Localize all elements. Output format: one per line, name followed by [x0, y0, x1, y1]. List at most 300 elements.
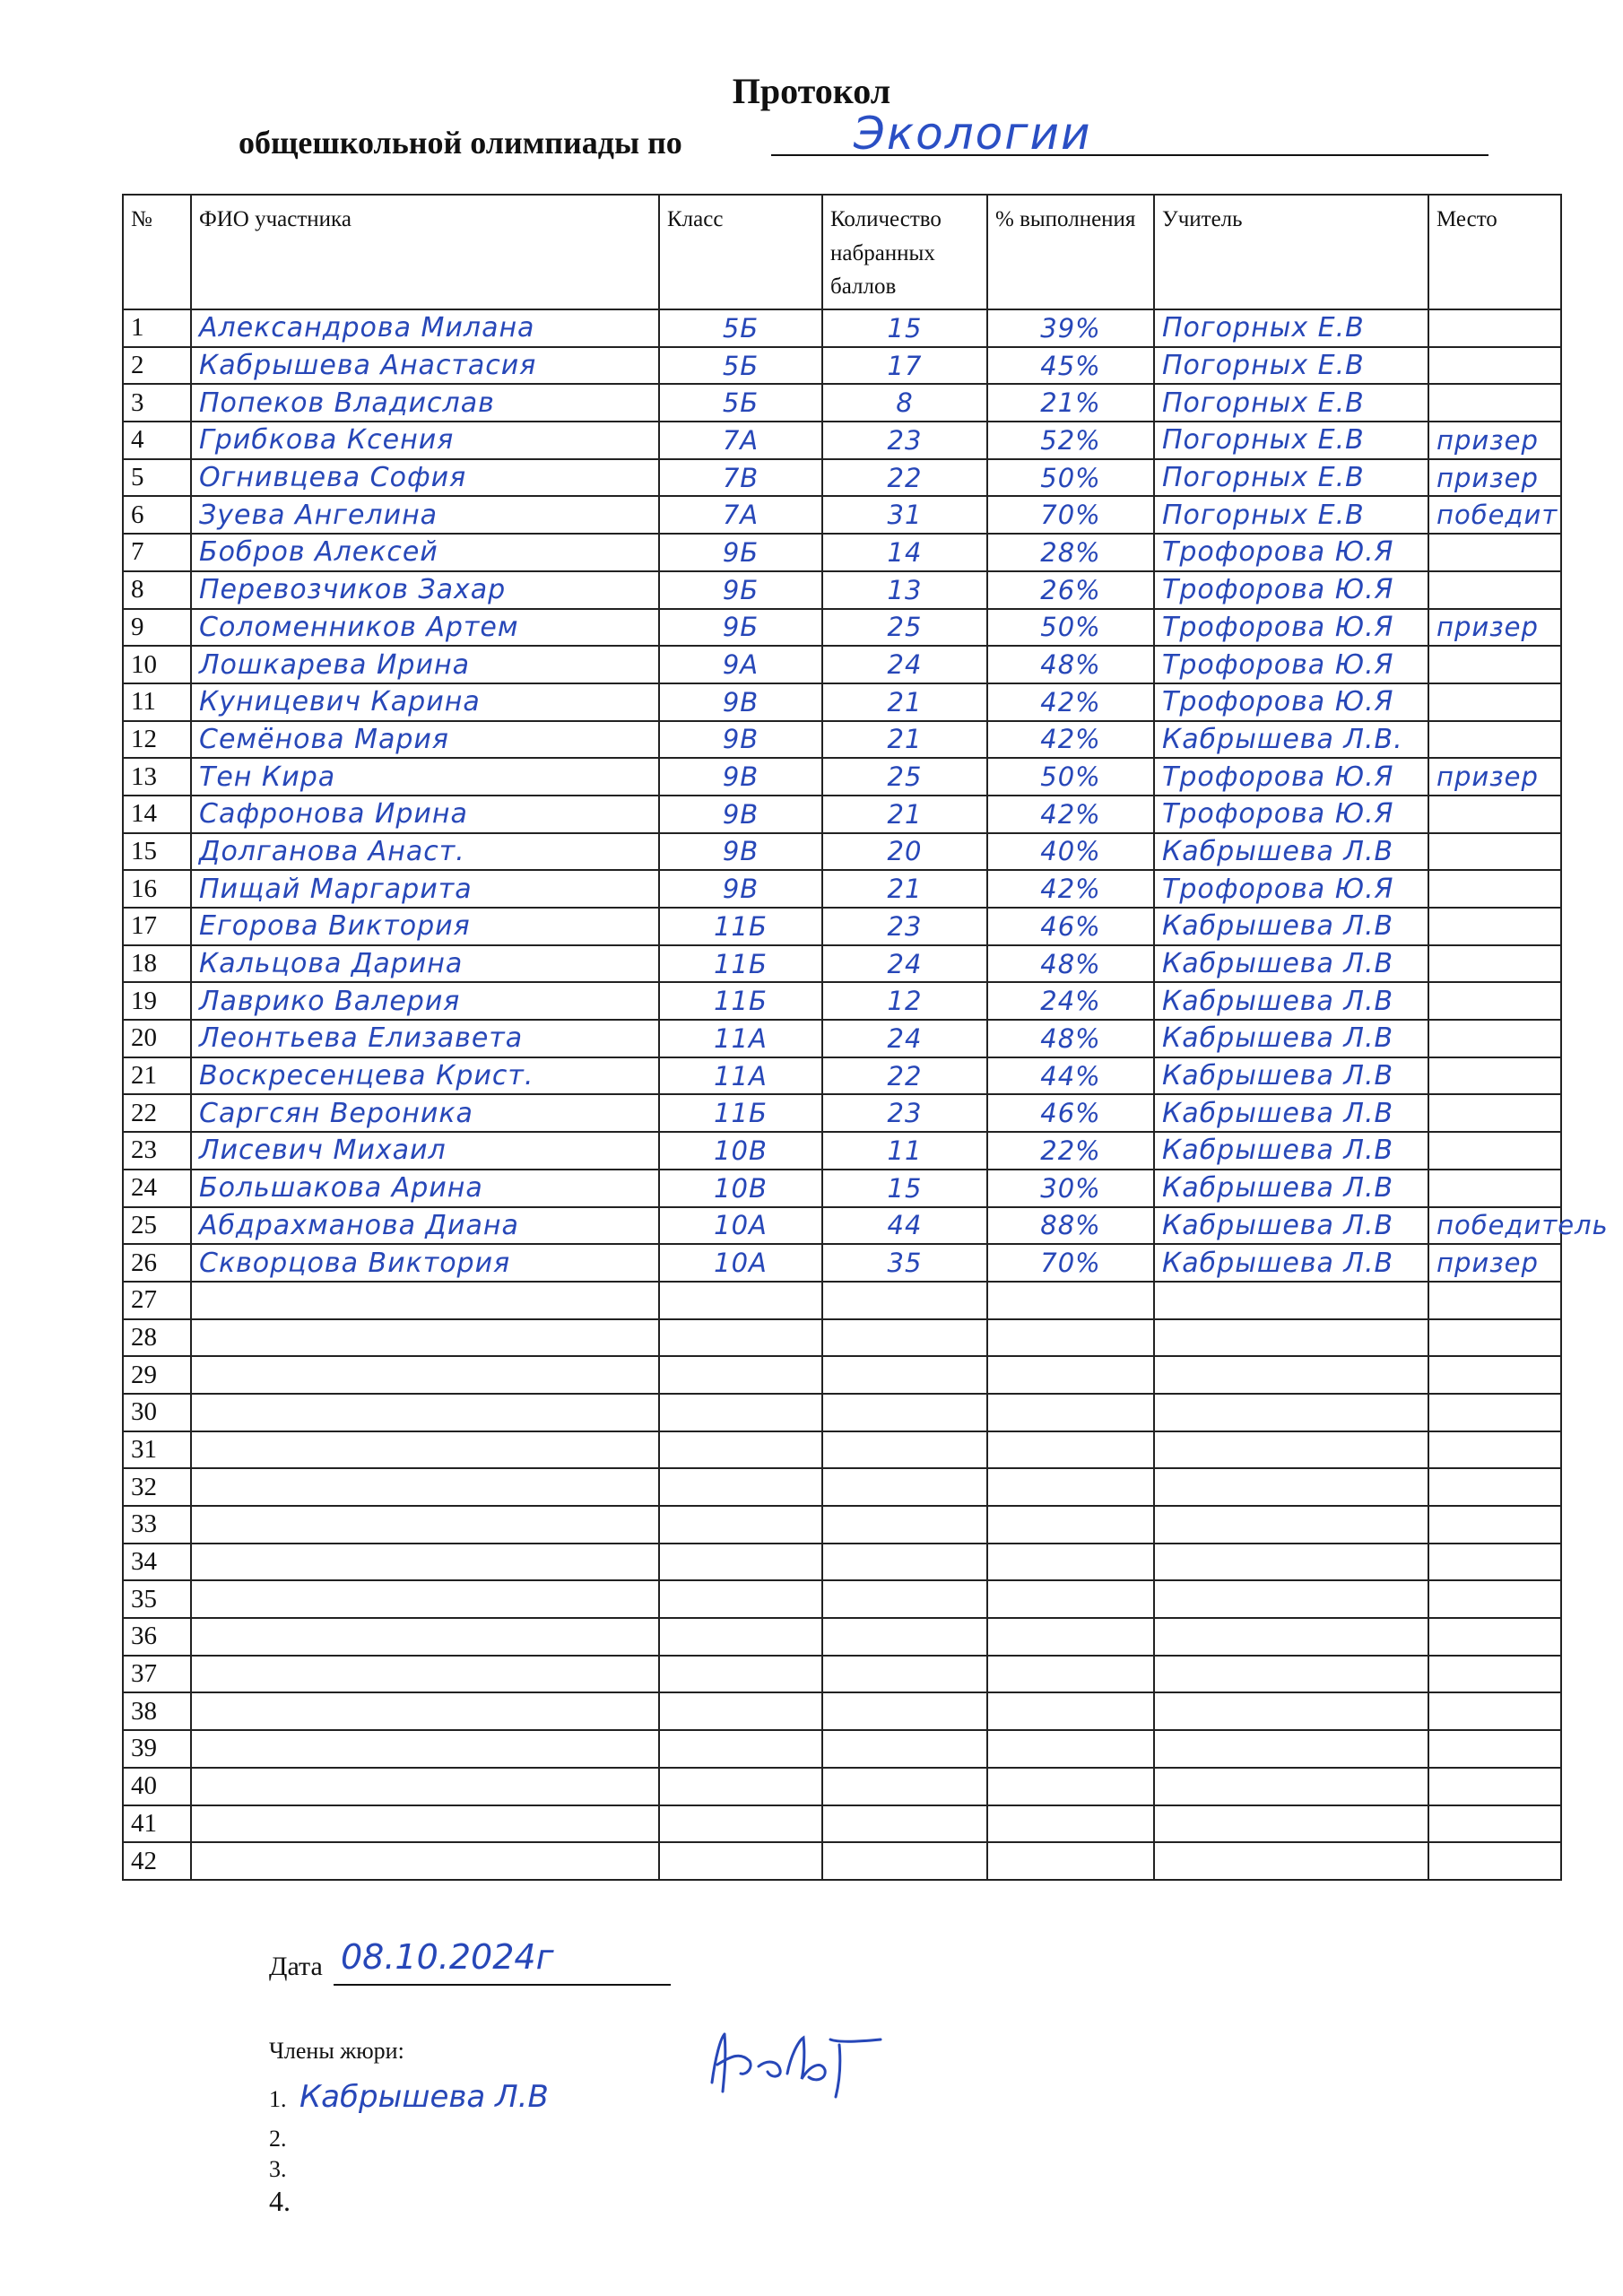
participant-percent: 70% — [987, 1244, 1154, 1282]
participant-teacher: Трофорова Ю.Я — [1154, 534, 1428, 571]
participant-teacher: Погорных Е.В — [1154, 459, 1428, 497]
participant-percent: 42% — [987, 796, 1154, 833]
participant-class: 9Б — [659, 609, 822, 647]
participant-name: Попеков Владислав — [191, 384, 659, 422]
table-row — [123, 982, 1561, 1020]
participant-percent: 48% — [987, 646, 1154, 683]
row-number: 23 — [123, 1132, 191, 1170]
participant-name — [191, 1805, 659, 1843]
row-number: 4 — [123, 422, 191, 459]
row-number: 26 — [123, 1244, 191, 1282]
participant-score — [822, 1506, 987, 1544]
participant-score: 23 — [822, 908, 987, 945]
participant-name: Лошкарева Ирина — [191, 646, 659, 683]
participant-teacher: Кабрышева Л.В — [1154, 908, 1428, 945]
jury-member-name: Кабрышева Л.В — [299, 2079, 549, 2115]
participant-percent: 48% — [987, 945, 1154, 983]
participant-percent: 42% — [987, 870, 1154, 908]
table-row — [123, 1656, 1561, 1693]
row-number: 8 — [123, 571, 191, 609]
jury-label: Члены жюри: — [269, 2038, 404, 2064]
participant-teacher: Кабрышева Л.В — [1154, 1057, 1428, 1095]
participant-place: победитель — [1428, 1207, 1561, 1245]
participant-score — [822, 1730, 987, 1768]
participant-percent: 26% — [987, 571, 1154, 609]
participant-percent — [987, 1618, 1154, 1656]
participant-class — [659, 1319, 822, 1357]
table-row — [123, 1730, 1561, 1768]
participant-score: 14 — [822, 534, 987, 571]
col-number-header: № — [123, 195, 191, 309]
date-label: Дата — [269, 1952, 323, 1981]
participant-teacher — [1154, 1319, 1428, 1357]
participant-name: Большакова Арина — [191, 1170, 659, 1207]
participant-teacher — [1154, 1394, 1428, 1431]
participant-score — [822, 1805, 987, 1843]
participant-name — [191, 1842, 659, 1880]
participant-name — [191, 1618, 659, 1656]
row-number: 20 — [123, 1020, 191, 1057]
participant-name: Тен Кира — [191, 758, 659, 796]
row-number: 28 — [123, 1319, 191, 1357]
participant-place — [1428, 1094, 1561, 1132]
col-place-header: Место — [1428, 195, 1561, 309]
participant-class: 9А — [659, 646, 822, 683]
participant-score: 35 — [822, 1244, 987, 1282]
participant-teacher — [1154, 1282, 1428, 1319]
participant-name: Перевозчиков Захар — [191, 571, 659, 609]
table-row — [123, 1805, 1561, 1843]
participant-place — [1428, 908, 1561, 945]
participant-name — [191, 1431, 659, 1469]
table-row — [123, 796, 1561, 833]
participant-teacher: Кабрышева Л.В — [1154, 1244, 1428, 1282]
table-row — [123, 1170, 1561, 1207]
row-number: 3 — [123, 384, 191, 422]
participant-score: 15 — [822, 309, 987, 347]
participant-score: 25 — [822, 609, 987, 647]
row-number: 1 — [123, 309, 191, 347]
participant-percent: 50% — [987, 459, 1154, 497]
participant-name — [191, 1580, 659, 1618]
participant-percent — [987, 1656, 1154, 1693]
participant-name: Семёнова Мария — [191, 721, 659, 759]
participant-percent: 30% — [987, 1170, 1154, 1207]
table-row — [123, 1282, 1561, 1319]
row-number: 6 — [123, 496, 191, 534]
row-number: 34 — [123, 1544, 191, 1581]
participant-place: призер — [1428, 609, 1561, 647]
participant-teacher — [1154, 1730, 1428, 1768]
participant-class: 9Б — [659, 534, 822, 571]
participant-score: 8 — [822, 384, 987, 422]
col-percent-header: % выполнения — [987, 195, 1154, 309]
row-number: 24 — [123, 1170, 191, 1207]
participant-teacher: Трофорова Ю.Я — [1154, 758, 1428, 796]
participant-teacher: Кабрышева Л.В — [1154, 1207, 1428, 1245]
participant-percent — [987, 1431, 1154, 1469]
participant-score — [822, 1618, 987, 1656]
participant-teacher: Кабрышева Л.В — [1154, 833, 1428, 871]
row-number: 30 — [123, 1394, 191, 1431]
participant-place — [1428, 646, 1561, 683]
participant-place — [1428, 945, 1561, 983]
row-number: 27 — [123, 1282, 191, 1319]
participant-class: 9В — [659, 870, 822, 908]
participant-score — [822, 1692, 987, 1730]
participant-score: 24 — [822, 646, 987, 683]
table-row — [123, 459, 1561, 497]
participant-name: Куницевич Карина — [191, 683, 659, 721]
participant-name: Лисевич Михаил — [191, 1132, 659, 1170]
participant-teacher — [1154, 1468, 1428, 1506]
participant-percent: 46% — [987, 908, 1154, 945]
participant-name: Лаврико Валерия — [191, 982, 659, 1020]
jury-item — [269, 2185, 291, 2218]
row-number: 35 — [123, 1580, 191, 1618]
row-number: 5 — [123, 459, 191, 497]
table-row — [123, 1356, 1561, 1394]
participant-score: 15 — [822, 1170, 987, 1207]
participant-class — [659, 1356, 822, 1394]
participant-teacher: Кабрышева Л.В — [1154, 1170, 1428, 1207]
participant-place — [1428, 1842, 1561, 1880]
participant-teacher — [1154, 1692, 1428, 1730]
table-row — [123, 496, 1561, 534]
participant-class — [659, 1468, 822, 1506]
participant-place — [1428, 1618, 1561, 1656]
participant-teacher — [1154, 1805, 1428, 1843]
participant-class: 5Б — [659, 309, 822, 347]
participant-class: 11А — [659, 1057, 822, 1095]
participant-percent: 39% — [987, 309, 1154, 347]
participant-score: 17 — [822, 347, 987, 385]
participant-place: победит — [1428, 496, 1561, 534]
row-number: 17 — [123, 908, 191, 945]
participant-name — [191, 1394, 659, 1431]
participant-place — [1428, 1057, 1561, 1095]
participant-class: 11Б — [659, 982, 822, 1020]
participant-teacher: Трофорова Ю.Я — [1154, 609, 1428, 647]
participant-score — [822, 1394, 987, 1431]
participant-class: 11Б — [659, 945, 822, 983]
participant-class: 10В — [659, 1132, 822, 1170]
participant-name: Александрова Милана — [191, 309, 659, 347]
participant-percent: 88% — [987, 1207, 1154, 1245]
jury-item — [269, 2079, 549, 2115]
participant-percent: 22% — [987, 1132, 1154, 1170]
participant-class: 9В — [659, 833, 822, 871]
row-number: 40 — [123, 1768, 191, 1805]
participant-teacher — [1154, 1580, 1428, 1618]
participant-percent: 44% — [987, 1057, 1154, 1095]
participant-teacher: Кабрышева Л.В — [1154, 1020, 1428, 1057]
participant-name: Абдрахманова Диана — [191, 1207, 659, 1245]
participant-score: 22 — [822, 1057, 987, 1095]
participant-score: 21 — [822, 721, 987, 759]
row-number: 41 — [123, 1805, 191, 1843]
participant-percent — [987, 1580, 1154, 1618]
participant-percent — [987, 1805, 1154, 1843]
results-table — [122, 194, 1609, 1881]
participant-teacher: Погорных Е.В — [1154, 384, 1428, 422]
jury-item-number: 3. — [269, 2156, 287, 2182]
participant-percent: 24% — [987, 982, 1154, 1020]
participant-name — [191, 1544, 659, 1581]
participant-name — [191, 1656, 659, 1693]
table-row — [123, 422, 1561, 459]
participant-class — [659, 1842, 822, 1880]
participant-place — [1428, 1431, 1561, 1469]
participant-class — [659, 1805, 822, 1843]
participant-teacher: Трофорова Ю.Я — [1154, 646, 1428, 683]
table-row — [123, 1132, 1561, 1170]
table-row — [123, 534, 1561, 571]
participant-name — [191, 1506, 659, 1544]
participant-teacher: Трофорова Ю.Я — [1154, 870, 1428, 908]
participant-place — [1428, 796, 1561, 833]
participant-place — [1428, 347, 1561, 385]
participant-score: 22 — [822, 459, 987, 497]
participant-score — [822, 1431, 987, 1469]
participant-name: Долганова Анаст. — [191, 833, 659, 871]
participant-class — [659, 1618, 822, 1656]
participant-name: Воскресенцева Крист. — [191, 1057, 659, 1095]
row-number: 39 — [123, 1730, 191, 1768]
table-body — [123, 309, 1609, 1880]
row-number: 12 — [123, 721, 191, 759]
row-number: 11 — [123, 683, 191, 721]
table-row — [123, 1207, 1561, 1245]
participant-percent: 70% — [987, 496, 1154, 534]
table-row — [123, 908, 1561, 945]
participant-teacher: Кабрышева Л.В. — [1154, 721, 1428, 759]
participant-place — [1428, 384, 1561, 422]
participant-place — [1428, 1319, 1561, 1357]
participant-teacher: Кабрышева Л.В — [1154, 982, 1428, 1020]
table-row — [123, 1244, 1561, 1282]
participant-teacher — [1154, 1842, 1428, 1880]
participant-place — [1428, 1468, 1561, 1506]
participant-teacher — [1154, 1618, 1428, 1656]
table-row — [123, 1692, 1561, 1730]
table-row — [123, 1394, 1561, 1431]
table-row — [123, 683, 1561, 721]
participant-class — [659, 1580, 822, 1618]
participant-teacher: Кабрышева Л.В — [1154, 1132, 1428, 1170]
participant-teacher — [1154, 1356, 1428, 1394]
participant-name: Зуева Ангелина — [191, 496, 659, 534]
participant-place — [1428, 1768, 1561, 1805]
participant-name — [191, 1356, 659, 1394]
participant-place — [1428, 1692, 1561, 1730]
participant-class: 7В — [659, 459, 822, 497]
row-number: 16 — [123, 870, 191, 908]
table-header-row — [123, 195, 1561, 309]
table-row — [123, 309, 1561, 347]
jury-item — [269, 2126, 287, 2152]
participant-teacher — [1154, 1431, 1428, 1469]
participant-name: Кальцова Дарина — [191, 945, 659, 983]
participant-name — [191, 1768, 659, 1805]
participant-teacher: Погорных Е.В — [1154, 309, 1428, 347]
participant-name: Скворцова Виктория — [191, 1244, 659, 1282]
participant-name: Грибкова Ксения — [191, 422, 659, 459]
participant-score — [822, 1842, 987, 1880]
participant-class: 9В — [659, 758, 822, 796]
participant-class: 10В — [659, 1170, 822, 1207]
participant-place — [1428, 534, 1561, 571]
olympiad-subject: Экологии — [854, 108, 1092, 160]
participant-percent — [987, 1730, 1154, 1768]
table-row — [123, 721, 1561, 759]
date-value: 08.10.2024г — [341, 1937, 554, 1977]
participant-percent: 21% — [987, 384, 1154, 422]
participant-class — [659, 1544, 822, 1581]
table-row — [123, 833, 1561, 871]
participant-place — [1428, 982, 1561, 1020]
table-row — [123, 646, 1561, 683]
participant-teacher — [1154, 1768, 1428, 1805]
row-number: 25 — [123, 1207, 191, 1245]
row-number: 22 — [123, 1094, 191, 1132]
jury-signature-image — [705, 2020, 884, 2109]
participant-score: 21 — [822, 796, 987, 833]
table-row — [123, 609, 1561, 647]
participant-class: 7А — [659, 422, 822, 459]
participant-percent — [987, 1768, 1154, 1805]
participant-score — [822, 1356, 987, 1394]
table-row — [123, 571, 1561, 609]
row-number: 10 — [123, 646, 191, 683]
participant-class: 9В — [659, 683, 822, 721]
jury-item-number: 4. — [269, 2185, 291, 2217]
jury-item-number: 2. — [269, 2126, 287, 2152]
participant-teacher: Трофорова Ю.Я — [1154, 571, 1428, 609]
participant-name — [191, 1730, 659, 1768]
participant-class — [659, 1282, 822, 1319]
participant-place: призер — [1428, 758, 1561, 796]
participant-class — [659, 1431, 822, 1469]
participant-name: Сафронова Ирина — [191, 796, 659, 833]
participant-name: Бобров Алексей — [191, 534, 659, 571]
participant-score: 21 — [822, 683, 987, 721]
row-number: 7 — [123, 534, 191, 571]
col-teacher-header: Учитель — [1154, 195, 1428, 309]
table-row — [123, 1506, 1561, 1544]
table-row — [123, 1094, 1561, 1132]
participant-percent: 28% — [987, 534, 1154, 571]
participant-percent: 40% — [987, 833, 1154, 871]
participant-percent — [987, 1842, 1154, 1880]
table-row — [123, 870, 1561, 908]
participant-percent — [987, 1468, 1154, 1506]
participant-percent — [987, 1692, 1154, 1730]
participant-place — [1428, 721, 1561, 759]
participant-percent: 50% — [987, 609, 1154, 647]
participant-place — [1428, 1170, 1561, 1207]
participant-score: 24 — [822, 945, 987, 983]
participant-score — [822, 1768, 987, 1805]
participant-class — [659, 1692, 822, 1730]
participant-name: Кабрышева Анастасия — [191, 347, 659, 385]
table-row — [123, 1544, 1561, 1581]
document-subtitle: общешкольной олимпиады по — [239, 125, 682, 161]
col-score-header: Количество набранных баллов — [822, 195, 987, 309]
document-title: Протокол — [732, 71, 891, 111]
table-row — [123, 1431, 1561, 1469]
participant-name: Огнивцева София — [191, 459, 659, 497]
participant-place — [1428, 1394, 1561, 1431]
col-class-header: Класс — [659, 195, 822, 309]
table-row — [123, 1618, 1561, 1656]
jury-item-number: 1. — [269, 2086, 287, 2112]
participant-score: 12 — [822, 982, 987, 1020]
participant-score: 24 — [822, 1020, 987, 1057]
participant-name: Егорова Виктория — [191, 908, 659, 945]
participant-class — [659, 1506, 822, 1544]
participant-name: Саргсян Вероника — [191, 1094, 659, 1132]
participant-score: 23 — [822, 422, 987, 459]
participant-class: 5Б — [659, 384, 822, 422]
row-number: 36 — [123, 1618, 191, 1656]
table-row — [123, 1580, 1561, 1618]
participant-place — [1428, 1656, 1561, 1693]
participant-teacher — [1154, 1656, 1428, 1693]
participant-name: Леонтьева Елизавета — [191, 1020, 659, 1057]
participant-class: 11А — [659, 1020, 822, 1057]
participant-place — [1428, 1132, 1561, 1170]
participant-place — [1428, 1506, 1561, 1544]
participant-percent: 42% — [987, 721, 1154, 759]
participant-class: 5Б — [659, 347, 822, 385]
participant-score: 25 — [822, 758, 987, 796]
participant-percent: 46% — [987, 1094, 1154, 1132]
participant-teacher: Кабрышева Л.В — [1154, 945, 1428, 983]
participant-score — [822, 1544, 987, 1581]
participant-class: 10А — [659, 1244, 822, 1282]
participant-class: 10А — [659, 1207, 822, 1245]
row-number: 32 — [123, 1468, 191, 1506]
participant-score — [822, 1319, 987, 1357]
participant-teacher: Погорных Е.В — [1154, 422, 1428, 459]
participant-percent — [987, 1394, 1154, 1431]
participant-place — [1428, 833, 1561, 871]
table-row — [123, 1768, 1561, 1805]
participant-class: 11Б — [659, 908, 822, 945]
participant-score: 20 — [822, 833, 987, 871]
table-row — [123, 945, 1561, 983]
row-number: 19 — [123, 982, 191, 1020]
table-row — [123, 758, 1561, 796]
participant-score — [822, 1580, 987, 1618]
table-row — [123, 1319, 1561, 1357]
participant-percent — [987, 1506, 1154, 1544]
participant-score: 21 — [822, 870, 987, 908]
participant-place — [1428, 1544, 1561, 1581]
participant-percent: 48% — [987, 1020, 1154, 1057]
participant-place — [1428, 571, 1561, 609]
participant-percent — [987, 1282, 1154, 1319]
participant-percent: 50% — [987, 758, 1154, 796]
table-row — [123, 384, 1561, 422]
participant-place — [1428, 1356, 1561, 1394]
row-number: 9 — [123, 609, 191, 647]
participant-class: 7А — [659, 496, 822, 534]
table-row — [123, 1020, 1561, 1057]
row-number: 14 — [123, 796, 191, 833]
participant-place — [1428, 683, 1561, 721]
